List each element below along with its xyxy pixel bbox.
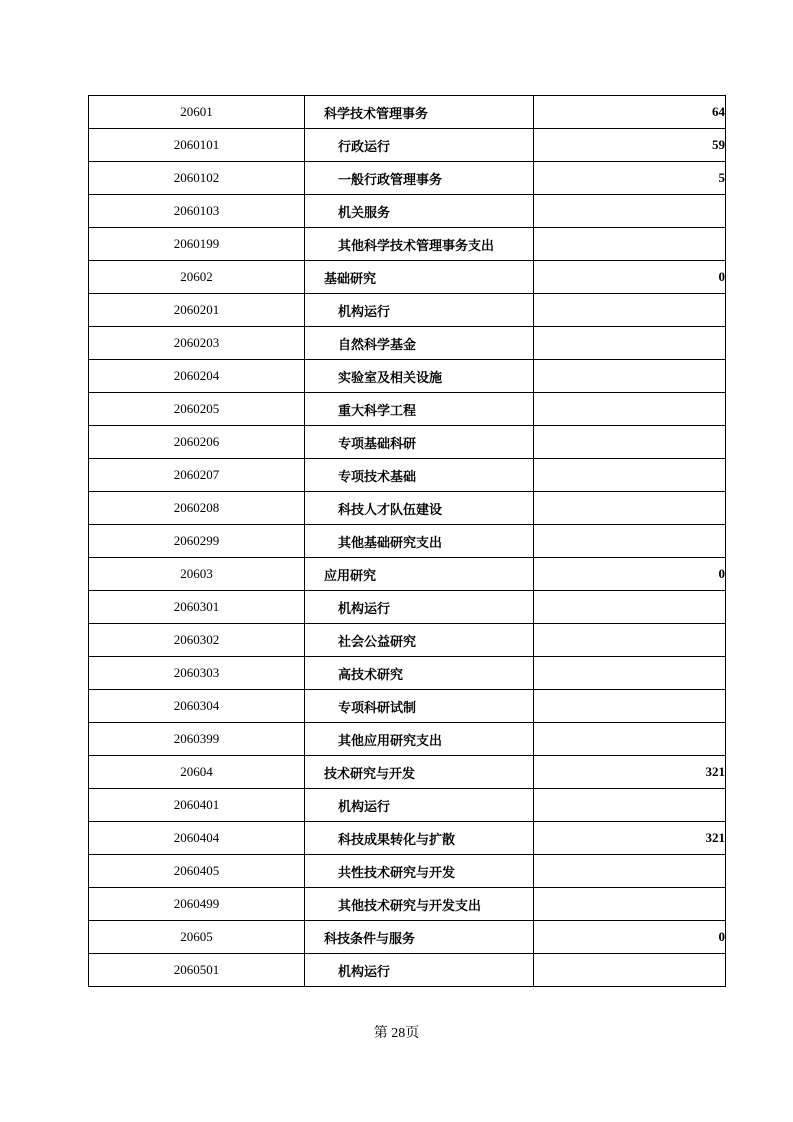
subject-name-cell: 机关服务 — [305, 195, 534, 228]
amount-cell: 321 — [534, 822, 726, 855]
subject-name-cell: 自然科学基金 — [305, 327, 534, 360]
subject-name-cell: 科技成果转化与扩散 — [305, 822, 534, 855]
subject-code-cell: 2060405 — [89, 855, 305, 888]
table-row — [89, 426, 726, 459]
table-row — [89, 591, 726, 624]
subject-code-cell: 2060204 — [89, 360, 305, 393]
amount-cell: 59 — [534, 129, 726, 162]
table-row — [89, 261, 726, 294]
table-row — [89, 162, 726, 195]
table-row — [89, 96, 726, 129]
subject-code-cell: 2060203 — [89, 327, 305, 360]
amount-cell — [534, 591, 726, 624]
subject-code-cell: 2060205 — [89, 393, 305, 426]
subject-name-cell: 社会公益研究 — [305, 624, 534, 657]
subject-name-cell: 科技条件与服务 — [305, 921, 534, 954]
subject-code-cell: 2060401 — [89, 789, 305, 822]
page-number: 第 28页 — [373, 1026, 420, 1041]
table-row — [89, 624, 726, 657]
amount-cell — [534, 492, 726, 525]
subject-code-cell: 20601 — [89, 96, 305, 129]
subject-name-cell: 科技人才队伍建设 — [305, 492, 534, 525]
subject-name-cell: 专项基础科研 — [305, 426, 534, 459]
amount-cell — [534, 195, 726, 228]
subject-code-cell: 2060399 — [89, 723, 305, 756]
subject-name-cell: 其他技术研究与开发支出 — [305, 888, 534, 921]
amount-cell — [534, 327, 726, 360]
table-row — [89, 789, 726, 822]
table-row — [89, 855, 726, 888]
amount-cell — [534, 723, 726, 756]
table-row — [89, 492, 726, 525]
table-row — [89, 954, 726, 987]
subject-code-cell: 20604 — [89, 756, 305, 789]
subject-name-cell: 一般行政管理事务 — [305, 162, 534, 195]
subject-name-cell: 专项科研试制 — [305, 690, 534, 723]
subject-name-cell: 重大科学工程 — [305, 393, 534, 426]
subject-code-cell: 2060303 — [89, 657, 305, 690]
amount-cell — [534, 690, 726, 723]
table-row — [89, 525, 726, 558]
subject-code-cell: 2060304 — [89, 690, 305, 723]
subject-name-cell: 其他应用研究支出 — [305, 723, 534, 756]
table-row — [89, 756, 726, 789]
amount-cell: 0 — [534, 261, 726, 294]
subject-name-cell: 其他科学技术管理事务支出 — [305, 228, 534, 261]
amount-cell: 0 — [534, 921, 726, 954]
table-row — [89, 228, 726, 261]
table-row — [89, 129, 726, 162]
table-row — [89, 723, 726, 756]
subject-code-cell: 2060206 — [89, 426, 305, 459]
amount-cell — [534, 393, 726, 426]
subject-code-cell: 2060207 — [89, 459, 305, 492]
subject-code-cell: 20602 — [89, 261, 305, 294]
subject-name-cell: 专项技术基础 — [305, 459, 534, 492]
subject-name-cell: 应用研究 — [305, 558, 534, 591]
table-row — [89, 360, 726, 393]
subject-code-cell: 2060301 — [89, 591, 305, 624]
table-row — [89, 657, 726, 690]
amount-cell — [534, 624, 726, 657]
amount-cell — [534, 657, 726, 690]
subject-name-cell: 行政运行 — [305, 129, 534, 162]
amount-cell — [534, 954, 726, 987]
subject-code-cell: 2060201 — [89, 294, 305, 327]
amount-cell: 321 — [534, 756, 726, 789]
subject-code-cell: 2060302 — [89, 624, 305, 657]
subject-name-cell: 机构运行 — [305, 954, 534, 987]
subject-name-cell: 其他基础研究支出 — [305, 525, 534, 558]
budget-table-body — [89, 96, 726, 987]
subject-code-cell: 2060199 — [89, 228, 305, 261]
table-row — [89, 459, 726, 492]
subject-code-cell: 2060103 — [89, 195, 305, 228]
subject-code-cell: 2060404 — [89, 822, 305, 855]
table-row — [89, 294, 726, 327]
table-row — [89, 822, 726, 855]
subject-name-cell: 机构运行 — [305, 294, 534, 327]
table-row — [89, 327, 726, 360]
amount-cell — [534, 228, 726, 261]
table-row — [89, 195, 726, 228]
amount-cell: 0 — [534, 558, 726, 591]
subject-name-cell: 基础研究 — [305, 261, 534, 294]
subject-name-cell: 机构运行 — [305, 789, 534, 822]
amount-cell — [534, 360, 726, 393]
table-row — [89, 690, 726, 723]
subject-code-cell: 2060299 — [89, 525, 305, 558]
subject-code-cell: 2060208 — [89, 492, 305, 525]
subject-code-cell: 20603 — [89, 558, 305, 591]
subject-name-cell: 机构运行 — [305, 591, 534, 624]
amount-cell — [534, 888, 726, 921]
table-row — [89, 888, 726, 921]
subject-code-cell: 2060101 — [89, 129, 305, 162]
subject-name-cell: 高技术研究 — [305, 657, 534, 690]
subject-name-cell: 共性技术研究与开发 — [305, 855, 534, 888]
subject-code-cell: 2060501 — [89, 954, 305, 987]
budget-table — [88, 95, 726, 987]
amount-cell — [534, 855, 726, 888]
amount-cell — [534, 294, 726, 327]
table-row — [89, 921, 726, 954]
amount-cell — [534, 459, 726, 492]
subject-code-cell: 2060499 — [89, 888, 305, 921]
amount-cell — [534, 525, 726, 558]
amount-cell: 5 — [534, 162, 726, 195]
table-row — [89, 558, 726, 591]
table-row — [89, 393, 726, 426]
subject-name-cell: 科学技术管理事务 — [305, 96, 534, 129]
subject-code-cell: 2060102 — [89, 162, 305, 195]
subject-code-cell: 20605 — [89, 921, 305, 954]
subject-name-cell: 技术研究与开发 — [305, 756, 534, 789]
amount-cell — [534, 789, 726, 822]
amount-cell — [534, 426, 726, 459]
amount-cell: 64 — [534, 96, 726, 129]
subject-name-cell: 实验室及相关设施 — [305, 360, 534, 393]
